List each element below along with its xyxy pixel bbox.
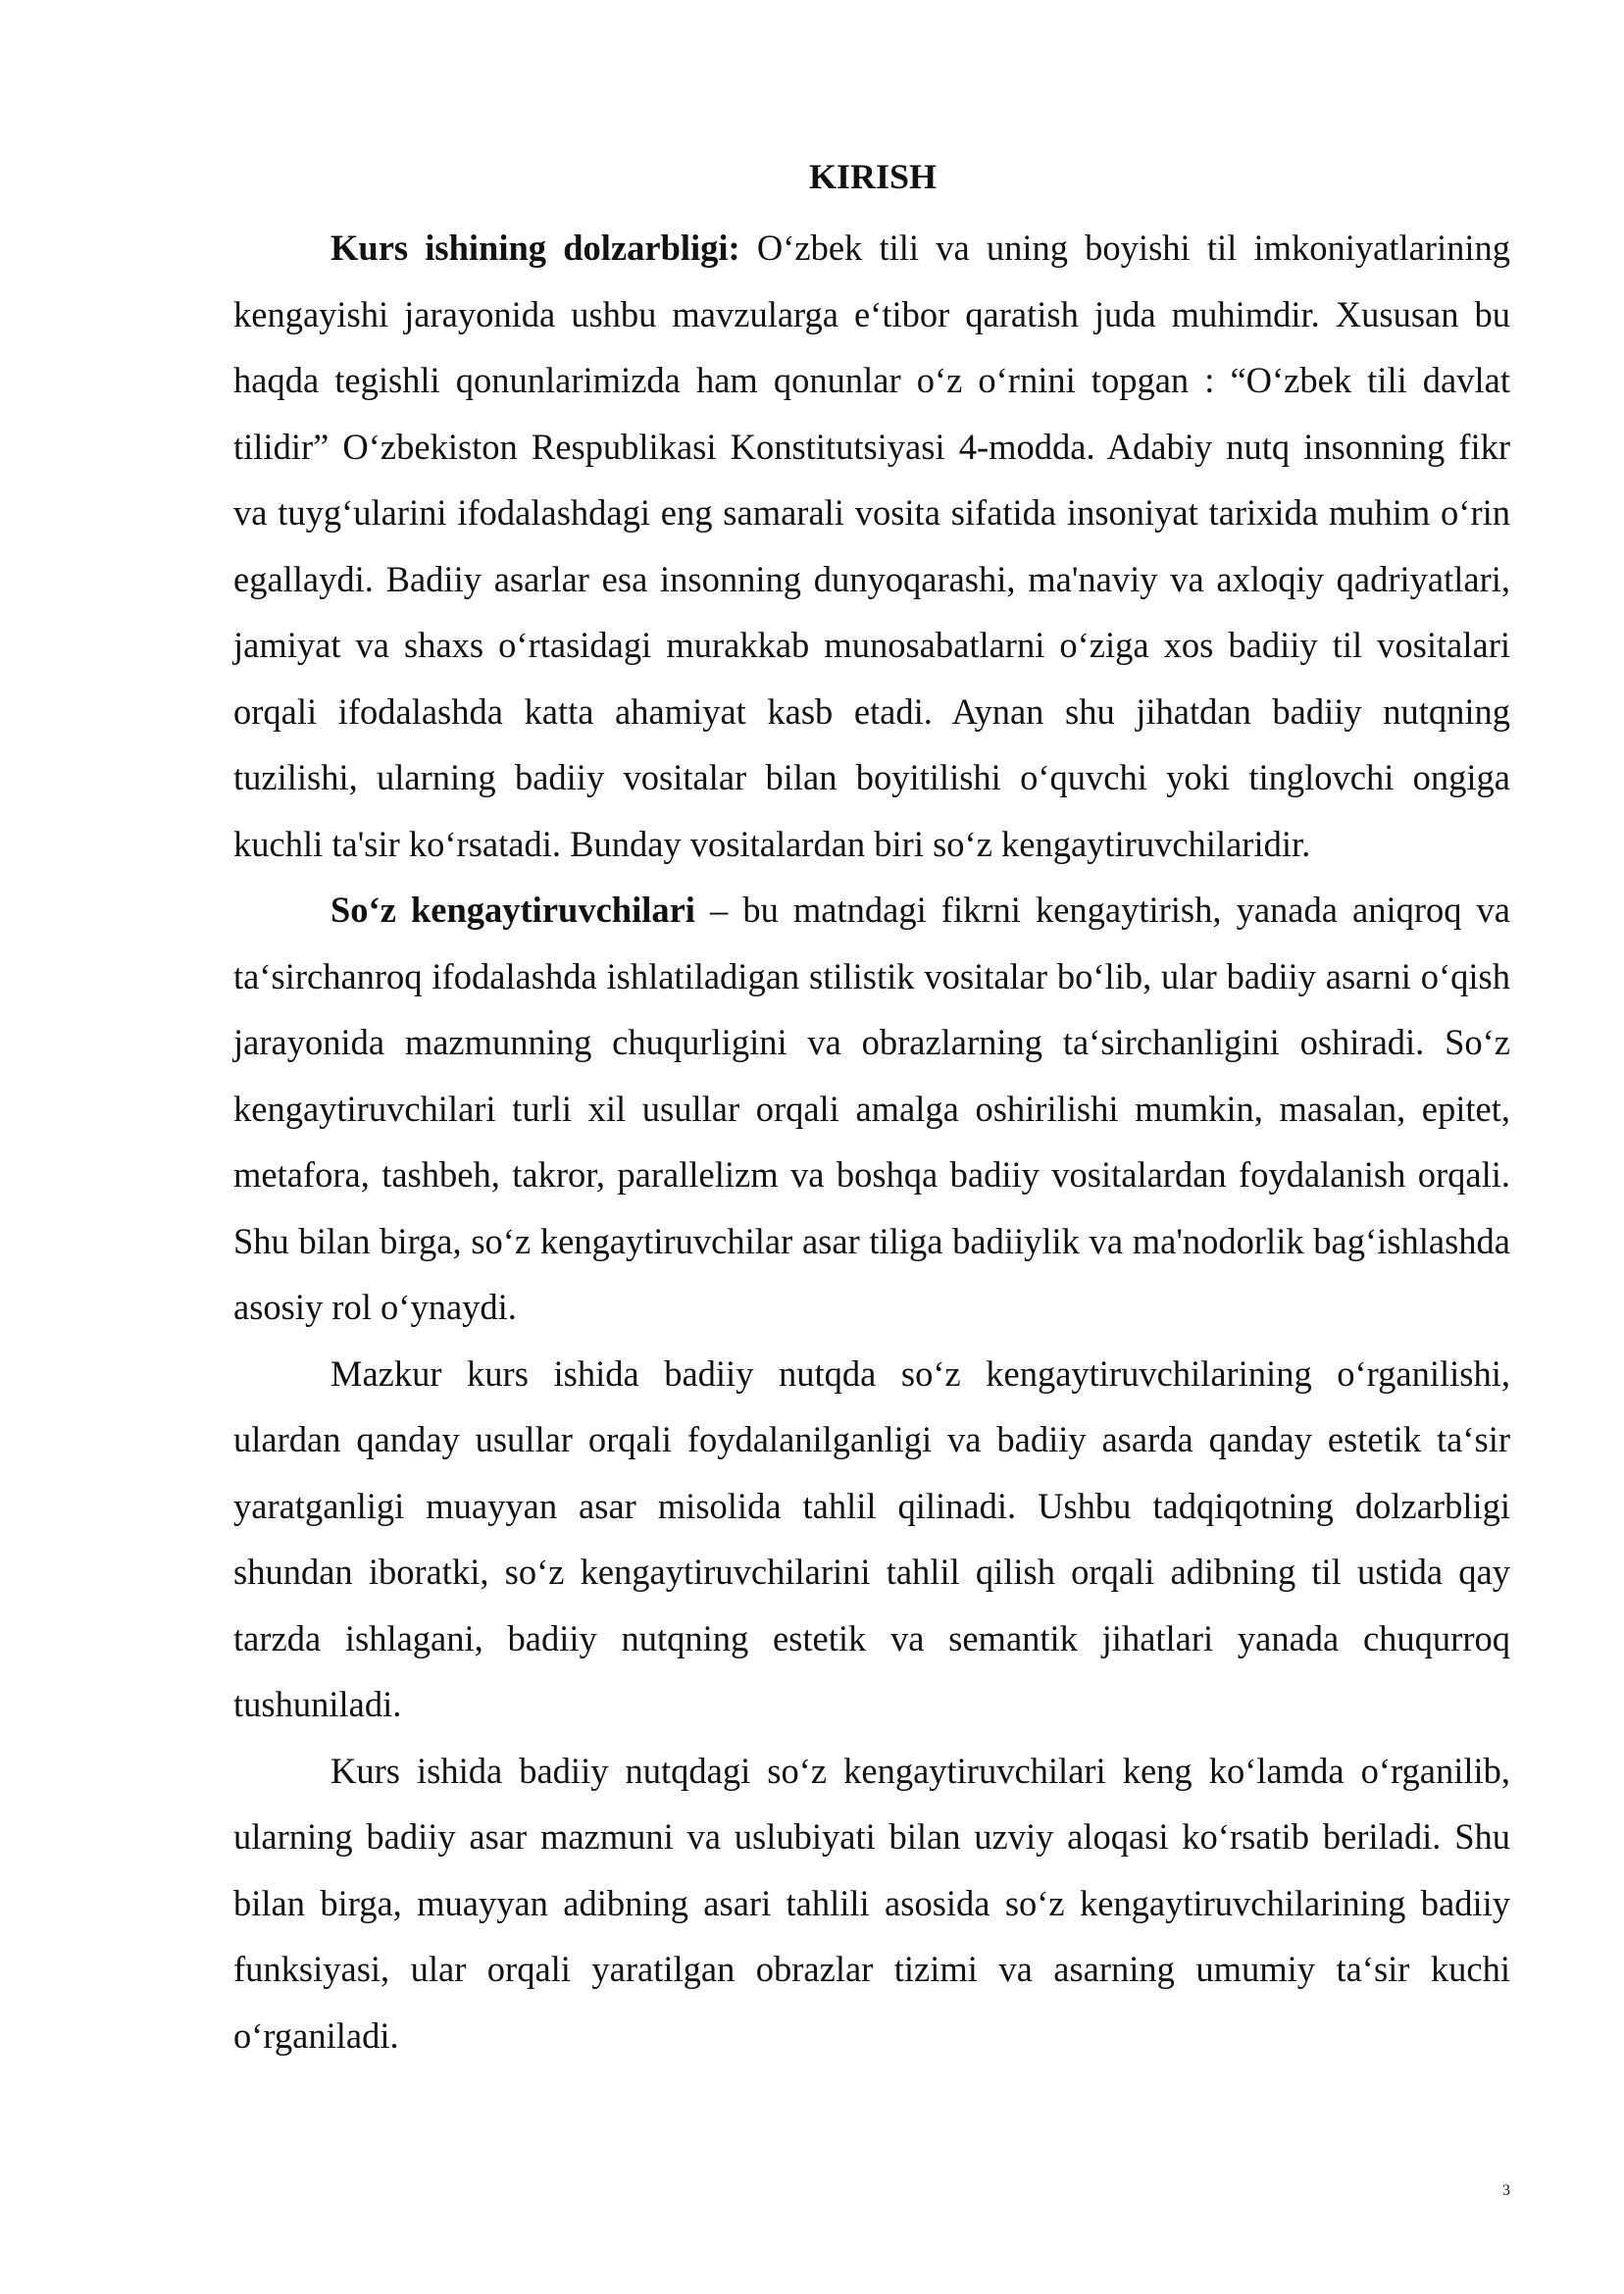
paragraph-text-course-analysis: Mazkur kurs ishida badiiy nutqda so‘z kengaytiruvchilarining o‘rganilishi, ulardan qanday usullar orqali foydalanilganligi va badiiy asarda qanday estetik ta‘sir yaratganligi muayyan asar misolida tahlil qilinadi. Ushbu tadqiqotning dolzarbligi shundan iboratki, so‘z kengaytiruvchilarini tahlil qilish orqali adibning til ustida qay tarzda ishlagani, badiiy nutqning estetik va semantik jihatlari yanada chuqurroq tushuniladi. [233,1352,1510,1724]
paragraph-lead-relevance: Kurs ishining dolzarbligi: [330,228,740,268]
paragraph-relevance [233,215,1510,877]
page-number: 3 [1502,2182,1510,2199]
paragraph-lead-word-expanders: So‘z kengaytiruvchilari [330,890,695,930]
paragraph-course-scope [233,1738,1510,2069]
paragraph-word-expanders [233,877,1510,1341]
paragraph-course-analysis [233,1341,1510,1738]
paragraph-text-word-expanders: – bu matndagi fikrni kengaytirish, yanada aniqroq va ta‘sirchanroq ifodalashda ishlatiladigan stilistik vositalar bo‘lib, ular badiiy asarni o‘qish jarayonida mazmunning chuqurligini va obrazlarning ta‘sirchanligini oshiradi. So‘z kengaytiruvchilari turli xil usullar orqali amalga oshirilishi mumkin, masalan, epitet, metafora, tashbeh, takror, parallelizm va boshqa badiiy vositalardan foydalanish orqali. Shu bilan birga, so‘z kengaytiruvchilar asar tiliga badiiylik va ma'nodorlik bag‘ishlashda asosiy rol o‘ynaydi. [233,890,1511,1327]
section-heading: KIRISH [808,157,938,196]
body-text [233,215,1510,2068]
paragraph-text-relevance: O‘zbek tili va uning boyishi til imkoniyatlarining kengayishi jarayonida ushbu mavzularga e‘tibor qaratish juda muhimdir. Xususan bu haqda tegishli qonunlarimizda ham qonunlar o‘z o‘rnini topgan : “O‘zbek tili davlat tilidir” O‘zbekiston Respublikasi Konstitutsiyasi 4-modda. Adabiy nutq insonning fikr va tuyg‘ularini ifodalashdagi eng samarali vosita sifatida insoniyat tarixida muhim o‘rin egallaydi. Badiiy asarlar esa insonning dunyoqarashi, ma'naviy va axloqiy qadriyatlari, jamiyat va shaxs o‘rtasidagi murakkab munosabatlarni o‘ziga xos badiiy til vositalari orqali ifodalashda katta ahamiyat kasb etadi. Aynan shu jihatdan badiiy nutqning tuzilishi, ularning badiiy vositalar bilan boyitilishi o‘quvchi yoki tinglovchi ongiga kuchli ta'sir ko‘rsatadi. Bunday vositalardan biri so‘z kengaytiruvchilaridir. [233,228,1510,864]
paragraph-text-course-scope: Kurs ishida badiiy nutqdagi so‘z kengaytiruvchilari keng ko‘lamda o‘rganilib, ularning badiiy asar mazmuni va uslubiyati bilan uzviy aloqasi ko‘rsatib beriladi. Shu bilan birga, muayyan adibning asari tahlili asosida so‘z kengaytiruvchilarining badiiy funksiyasi, ular orqali yaratilgan obrazlar tizimi va asarning umumiy ta‘sir kuchi o‘rganiladi. [233,1750,1510,2056]
